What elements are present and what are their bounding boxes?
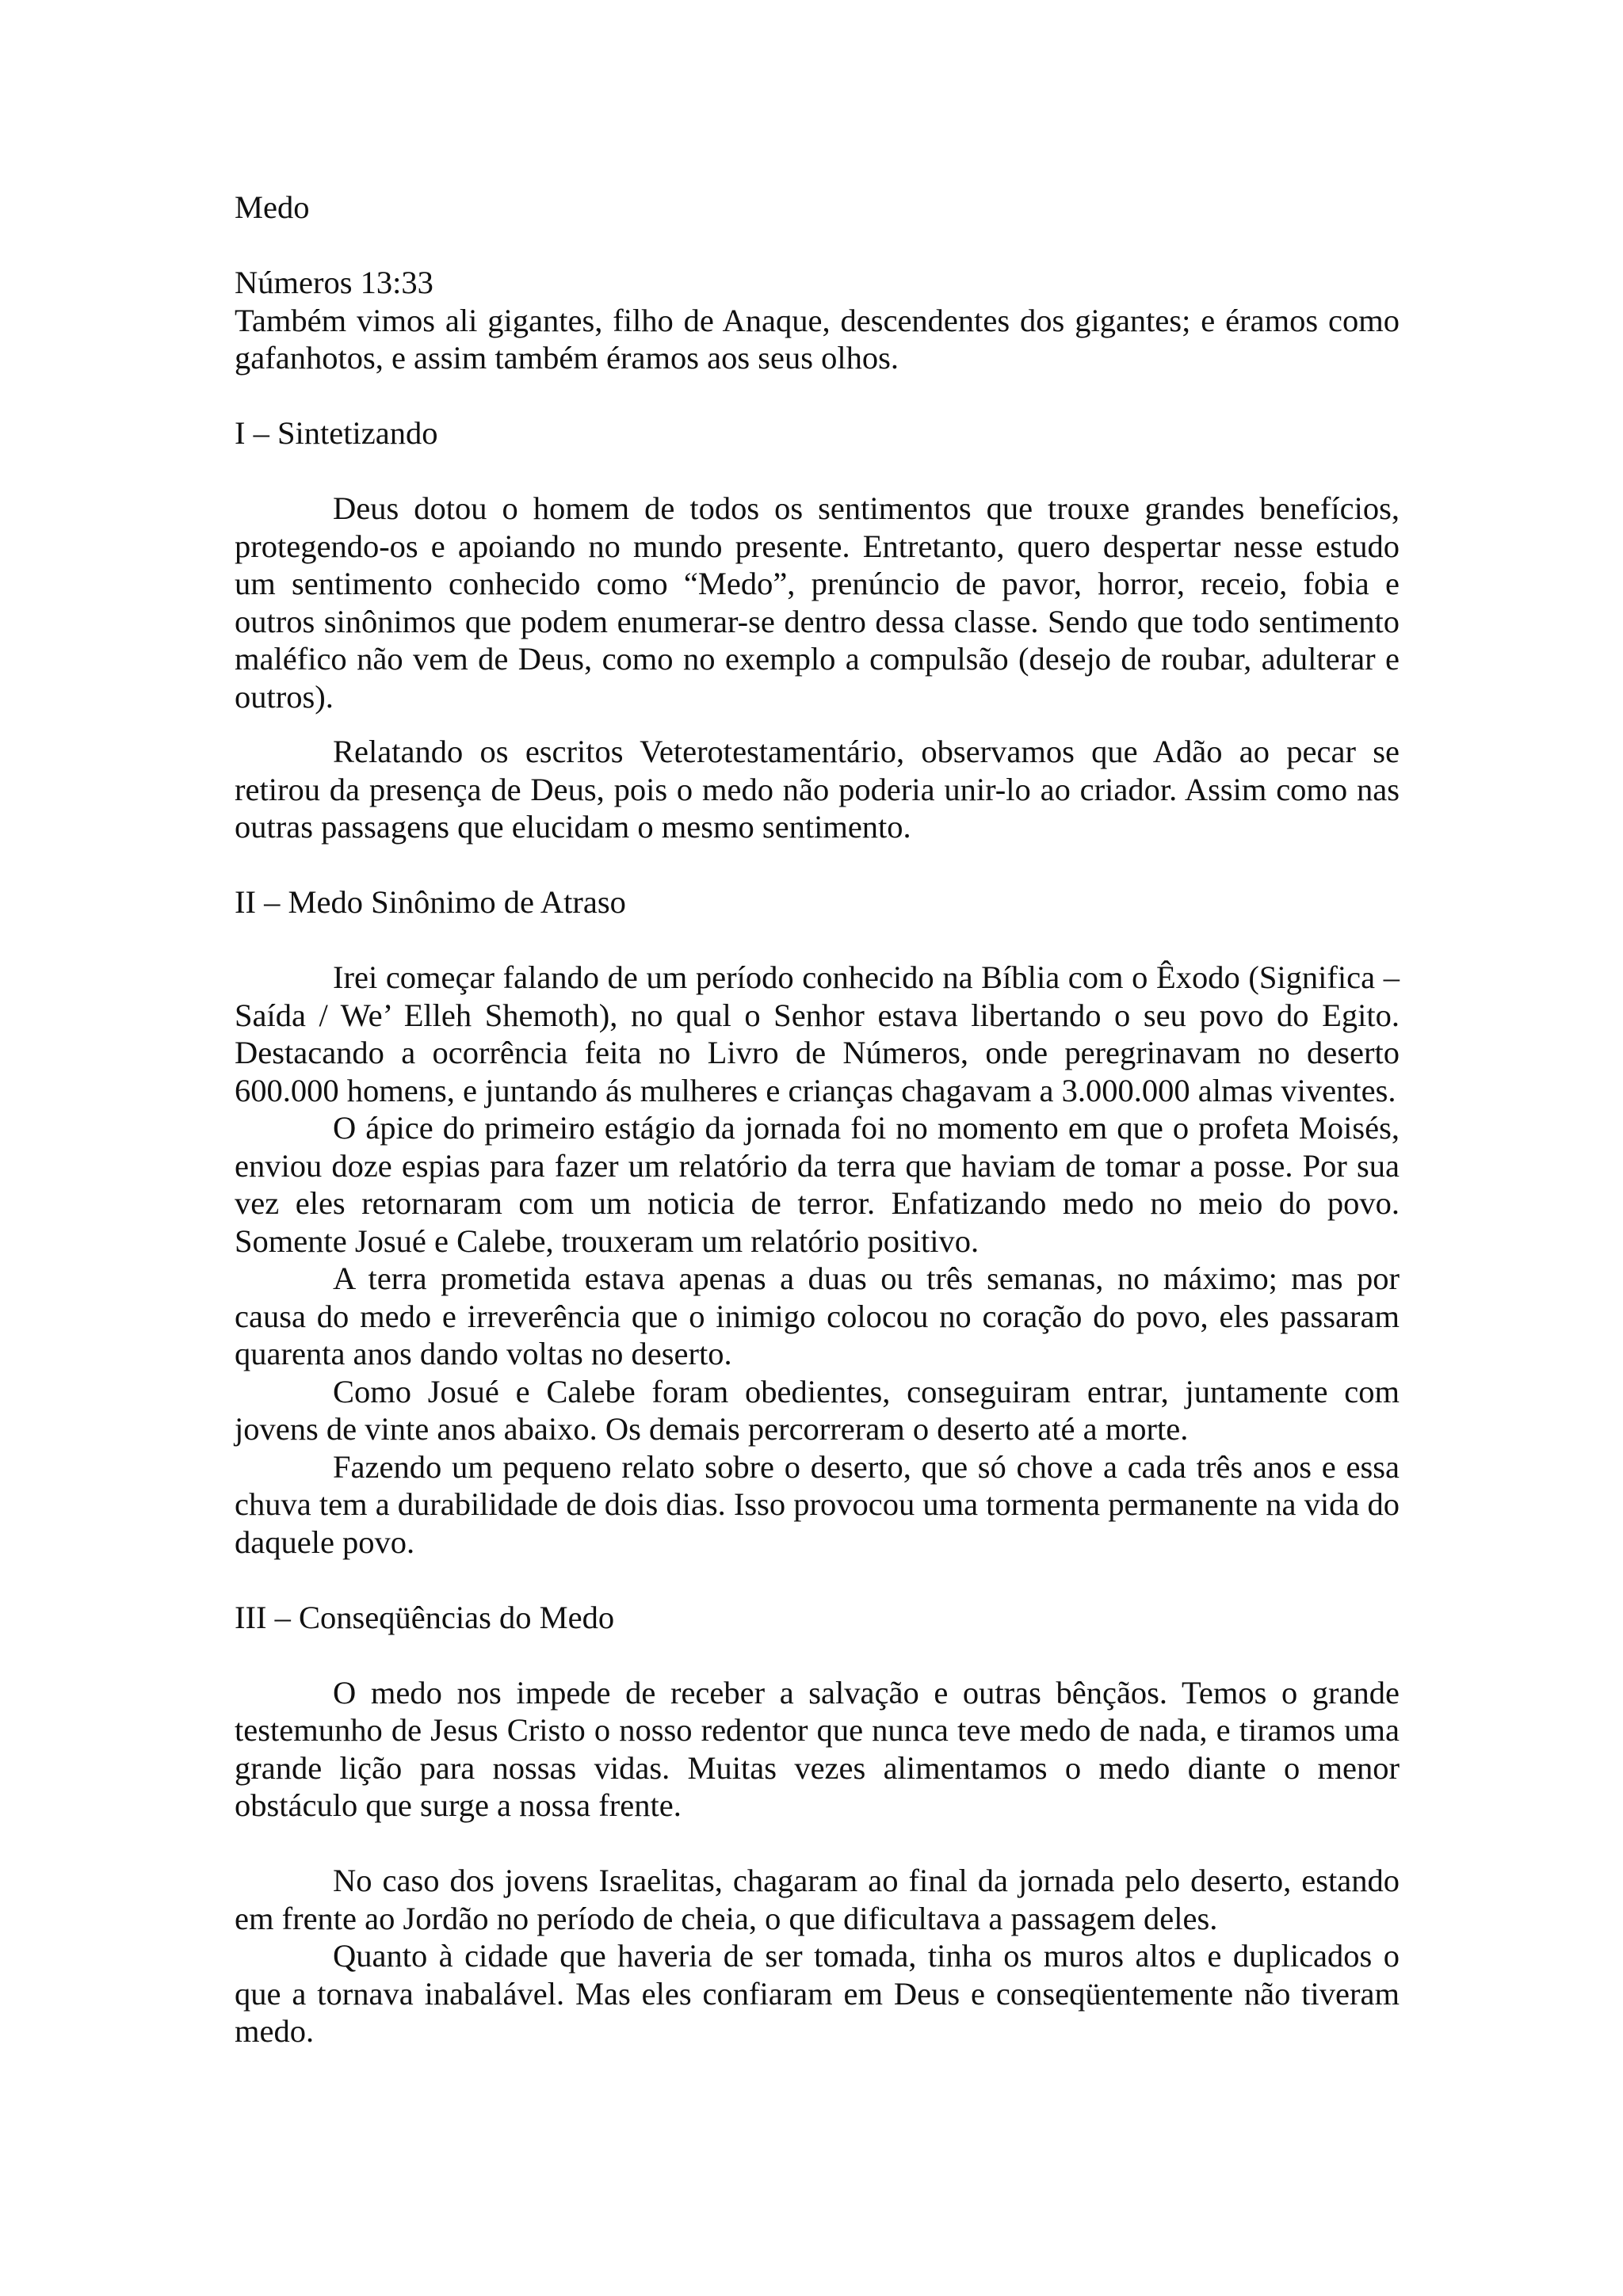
- document-body: [235, 189, 1400, 2050]
- document-title: Medo: [235, 189, 310, 225]
- section-2-paragraph-4: Como Josué e Calebe foram obedientes, conseguiram entrar, juntamente com jovens de vinte anos abaixo. Os demais percorreram o deserto até a morte.: [235, 1373, 1400, 1447]
- section-3-paragraph-3: Quanto à cidade que haveria de ser tomada, tinha os muros altos e duplicados o que a tornava inabalável. Mas eles confiaram em Deus e conseqüentemente não tiveram medo.: [235, 1938, 1400, 2049]
- section-heading-3: III – Conseqüências do Medo: [235, 1599, 615, 1635]
- section-2-paragraph-3: A terra prometida estava apenas a duas ou três semanas, no máximo; mas por causa do medo e irreverência que o inimigo colocou no coração do povo, eles passaram quarenta anos dando voltas no deserto.: [235, 1261, 1400, 1371]
- verse-text: Também vimos ali gigantes, filho de Anaque, descendentes dos gigantes; e éramos como gafanhotos, e assim também éramos aos seus olhos.: [235, 302, 1400, 376]
- section-3-paragraph-1: O medo nos impede de receber a salvação e outras bênçãos. Temos o grande testemunho de Jesus Cristo o nosso redentor que nunca teve medo de nada, e tiramos uma grande lição para nossas vidas. Muitas vezes alimentamos o medo diante o menor obstáculo que surge a nossa frente.: [235, 1674, 1400, 1823]
- verse-reference: Números 13:33: [235, 265, 433, 300]
- section-3-paragraph-2: No caso dos jovens Israelitas, chagaram ao final da jornada pelo deserto, estando em frente ao Jordão no período de cheia, o que dificultava a passagem deles.: [235, 1863, 1400, 1936]
- section-2-paragraph-1: Irei começar falando de um período conhecido na Bíblia com o Êxodo (Significa – Saída / We’ Elleh Shemoth), no qual o Senhor estava libertando o seu povo do Egito. Destacando a ocorrência feita no Livro de Números, onde peregrinavam no deserto 600.000 homens, e juntando ás mulheres e crianças chagavam a 3.000.000 almas viventes.: [235, 959, 1400, 1108]
- section-heading-1: I – Sintetizando: [235, 415, 438, 451]
- section-2-paragraph-5: Fazendo um pequeno relato sobre o deserto, que só chove a cada três anos e essa chuva tem a durabilidade de dois dias. Isso provocou uma tormenta permanente na vida do daquele povo.: [235, 1448, 1400, 1560]
- section-2-paragraph-2: O ápice do primeiro estágio da jornada foi no momento em que o profeta Moisés, enviou doze espias para fazer um relatório da terra que haviam de tomar a posse. Por sua vez eles retornaram com um noticia de terror. Enfatizando medo no meio do povo. Somente Josué e Calebe, trouxeram um relatório positivo.: [235, 1110, 1400, 1259]
- section-1-paragraph-2: Relatando os escritos Veterotestamentário, observamos que Adão ao pecar se retirou da presença de Deus, pois o medo não poderia unir-lo ao criador. Assim como nas outras passagens que elucidam o mesmo sentimento.: [235, 734, 1400, 845]
- section-1-paragraph-1: Deus dotou o homem de todos os sentimentos que trouxe grandes benefícios, protegendo-os e apoiando no mundo presente. Entretanto, quero despertar nesse estudo um sentimento conhecido como “Medo”, prenúncio de pavor, horror, receio, fobia e outros sinônimos que podem enumerar-se dentro dessa classe. Sendo que todo sentimento maléfico não vem de Deus, como no exemplo a compulsão (desejo de roubar, adulterar e outros).: [235, 490, 1400, 715]
- section-heading-2: II – Medo Sinônimo de Atraso: [235, 884, 626, 920]
